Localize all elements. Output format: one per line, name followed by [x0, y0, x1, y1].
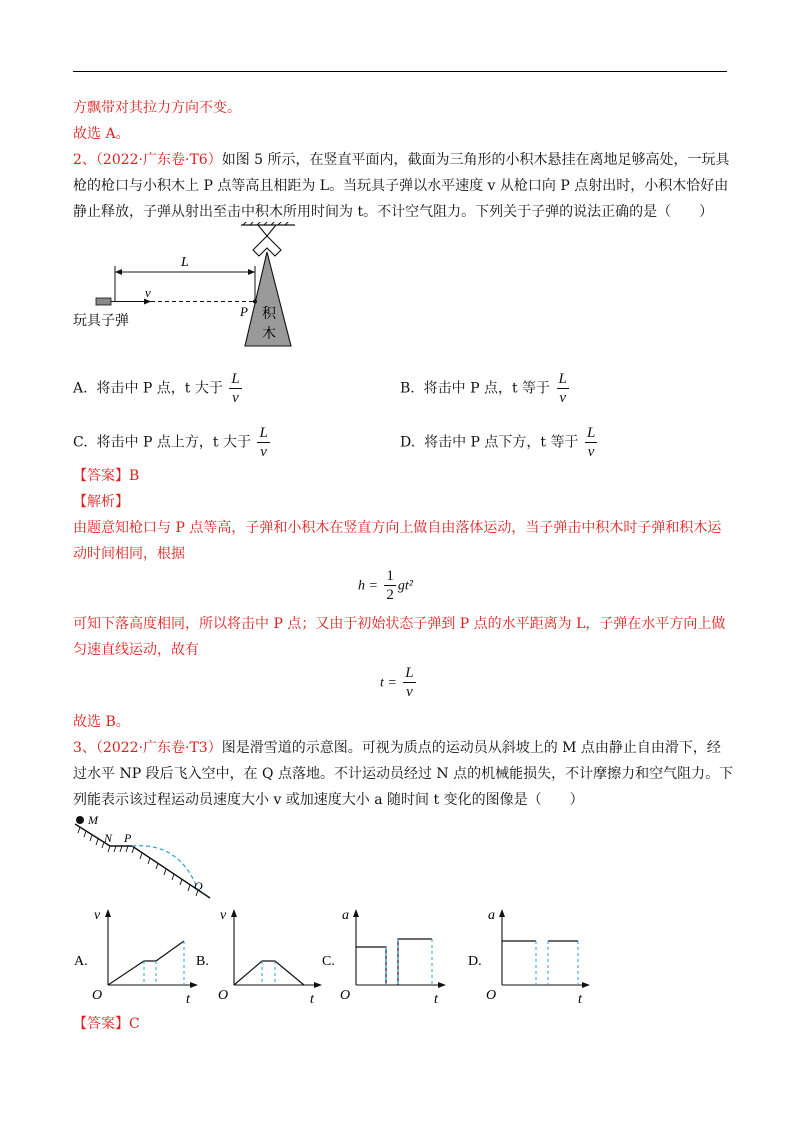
x-axis-label: t: [434, 992, 438, 1007]
y-axis-label: a: [342, 908, 349, 923]
x-axis-label: t: [310, 992, 314, 1007]
y-axis-label: a: [488, 908, 495, 923]
q2-stem-line-3: 静止释放，子弹从射出至击中积木所用时间为 t。不计空气阻力。下列关于子弹的说法正确的是（ ）: [73, 204, 714, 220]
q2-analysis-line-3: 可知下落高度相同，所以将击中 P 点；又由于初始状态子弹到 P 点的水平距离为 L，子弹在水平方向上做: [73, 616, 726, 632]
x-axis-label: t: [578, 992, 582, 1007]
q3-stem-text-1: 图是滑雪道的示意图。可视为质点的运动员从斜坡上的 M 点由静止自由滑下，经: [221, 740, 721, 756]
origin-label: O: [92, 988, 103, 1003]
q3-number: 3、: [73, 740, 96, 756]
skier-icon: [76, 816, 84, 824]
q2-analysis-label: 【解析】: [73, 494, 129, 510]
option-key: C.: [73, 434, 88, 451]
answer-value: C: [129, 1016, 140, 1032]
label-P: P: [240, 304, 248, 319]
prev-line-2: 故选 A。: [73, 126, 130, 142]
q2-analysis-line-2: 动时间相同，根据: [73, 546, 185, 562]
origin-label: O: [340, 988, 351, 1003]
label-N: N: [104, 831, 113, 845]
label-Q: Q: [194, 879, 203, 893]
graph-key: C.: [322, 954, 335, 969]
label-v: v: [145, 285, 151, 300]
y-axis-label: v: [220, 908, 227, 923]
option-key: A.: [73, 380, 88, 397]
graph-key: D.: [468, 954, 482, 969]
curve: [234, 961, 304, 985]
q3-stem-line-2: 过水平 NP 段后飞入空中，在 Q 点落地。不计运动员经过 N 点的机械能损失，不计摩擦力和空气阻力。下: [73, 766, 734, 782]
option-text: 将击中 P 点，t 大于: [96, 380, 223, 397]
graph-C: [322, 908, 446, 1007]
eq1-lhs: h =: [358, 578, 378, 594]
option-text: 将击中 P 点下方，t 等于: [424, 434, 579, 451]
label-P: P: [124, 831, 132, 845]
gun-label: 玩具子弹: [73, 313, 129, 329]
point-P: [253, 300, 257, 304]
q2-answer: [73, 466, 139, 486]
answer-value: B: [129, 468, 140, 484]
option-text: 将击中 P 点，t 等于: [423, 380, 551, 397]
graph-key: B.: [196, 954, 209, 969]
y-axis-label: v: [94, 908, 101, 923]
q2-stem-line-1: [73, 150, 730, 170]
prev-line-1: 方飘带对其拉力方向不变。: [73, 100, 241, 116]
graph-D: [468, 908, 590, 1007]
option-fraction: $\frac{L}{v}$: [259, 425, 268, 460]
q3-stem-line-3: 列能表示该过程运动员速度大小 v 或加速度大小 a 随时间 t 变化的图像是（ ）: [73, 792, 584, 808]
header-rule: [73, 71, 727, 72]
q3-graphs: [72, 905, 652, 1010]
q3-answer: [73, 1014, 140, 1034]
origin-label: O: [218, 988, 229, 1003]
graph-B: [196, 908, 322, 1007]
q2-conclusion: 故选 B。: [73, 714, 130, 730]
graph-A: [74, 908, 198, 1007]
q3-source: （2022·广东卷·T3）: [95, 740, 222, 756]
q2-option-B: [400, 370, 571, 407]
option-key: B.: [400, 380, 415, 397]
q2-source: （2022·广东卷·T6）: [95, 152, 222, 168]
option-fraction: $\frac{L}{v}$: [586, 425, 596, 460]
answer-label: 【答案】: [73, 1016, 129, 1032]
q2-option-A: [73, 370, 244, 407]
equation-h: [358, 567, 413, 604]
q3-stem-line-1: [73, 738, 721, 758]
L-arrow-left: [115, 269, 122, 275]
eq1-rhs: gt²: [397, 578, 413, 594]
origin-label: O: [486, 988, 497, 1003]
block-char-2: 木: [262, 326, 276, 342]
answer-label: 【答案】: [73, 468, 129, 484]
eq2-fraction: $\frac{L}{v}$: [405, 665, 414, 700]
L-arrow-right: [248, 269, 255, 275]
q2-analysis-line-4: 匀速直线运动，故有: [73, 642, 199, 658]
q2-option-D: [400, 424, 599, 461]
q2-option-C: [73, 424, 272, 461]
eq1-fraction: $\frac{1}{2}$: [386, 568, 394, 603]
eq2-lhs: t =: [380, 675, 397, 691]
option-text: 将击中 P 点上方，t 大于: [96, 434, 251, 451]
graph-key: A.: [74, 954, 88, 969]
q2-number: 2、: [73, 152, 96, 168]
option-fraction: $\frac{L}{v}$: [558, 371, 567, 406]
curve: [356, 947, 386, 985]
option-fraction: $\frac{L}{v}$: [231, 371, 240, 406]
curve: [108, 941, 184, 985]
q2-stem-line-2: 枪的枪口与小积木上 P 点等高且相距为 L。当玩具子弹以水平速度 v 从枪口向 P 点射出时，小积木恰好由: [73, 178, 729, 194]
q2-figure: [73, 222, 313, 352]
option-key: D.: [400, 434, 416, 451]
q2-analysis-line-1: 由题意知枪口与 P 点等高，子弹和小积木在竖直方向上做自由落体运动，当子弹击中积木时子弹和积木运: [73, 520, 722, 536]
block-char-1: 积: [262, 306, 276, 322]
toy-gun: [96, 298, 111, 305]
label-M: M: [88, 813, 98, 827]
x-axis-label: t: [186, 992, 190, 1007]
q2-stem-text-1: 如图 5 所示，在竖直平面内，截面为三角形的小积木悬挂在离地足够高处，一玩具: [221, 152, 730, 168]
label-L: L: [181, 255, 189, 270]
equation-t: [380, 664, 418, 701]
clamp-top: [258, 225, 276, 236]
q3-ski-figure: [70, 812, 230, 902]
